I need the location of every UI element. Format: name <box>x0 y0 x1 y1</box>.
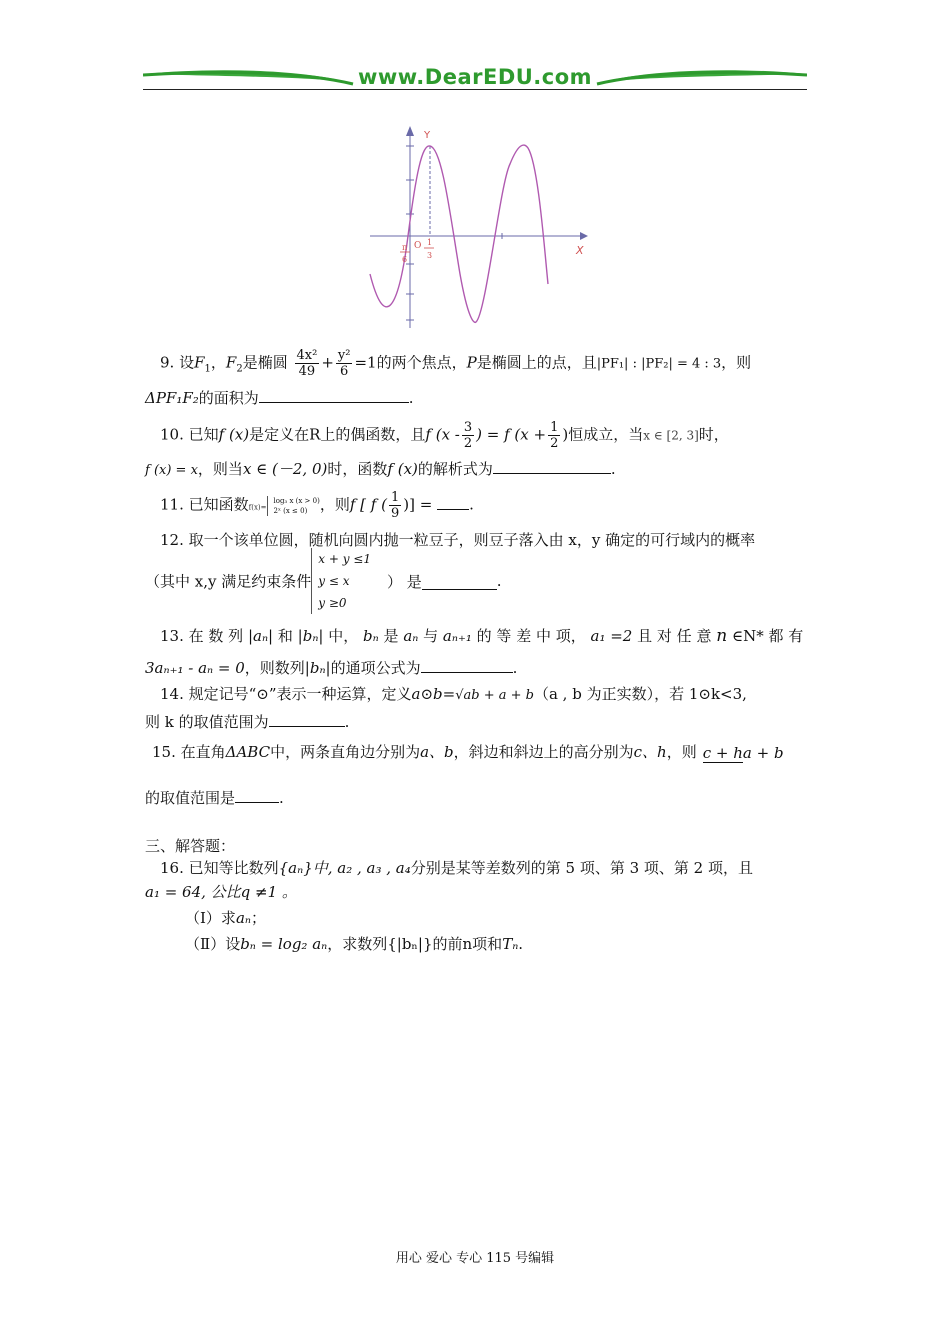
y-axis-arrow <box>406 126 414 136</box>
page-footer: 用心 爱心 专心 115 号编辑 <box>395 1251 555 1266</box>
question-16-line-2: a₁ = 64, 公比q ≠1 。 <box>145 883 297 901</box>
answer-blank-12 <box>422 573 497 590</box>
question-11-line: 11. 已知函数f(x)= log₃ x (x > 0) 2ˣ (x ≤ 0) ，则f [ f ( $\frac{1}{9}$ )] = . <box>160 490 474 521</box>
tick-neg-denominator: 6 <box>402 255 408 264</box>
answer-blank-10 <box>493 457 611 474</box>
question-13-line-2: 3aₙ₊₁ - aₙ = 0，则数列|bₙ|的通项公式为 . <box>145 656 517 678</box>
section-heading: 三、解答题： <box>145 837 236 855</box>
answer-blank-14 <box>269 710 345 727</box>
sine-graph-figure <box>362 124 592 328</box>
tick-neg-numerator: π <box>402 243 408 252</box>
x-axis-arrow <box>580 232 588 240</box>
ellipse-term-2: $\frac{\text{y²}}{6}$ <box>337 348 351 379</box>
question-14-line-2: 则 k 的取值范围为 . <box>145 710 349 732</box>
answer-blank-11 <box>437 493 469 510</box>
question-16-line-1: 16. 已知等比数列{aₙ}中, a₂ , a₃ , a₄分别是某等差数列的第 5 项、第 3 项、第 2 项，且 <box>160 859 753 877</box>
site-logo-text: www.DearEDU.com <box>357 65 593 89</box>
header-rule <box>143 89 807 90</box>
tick-pos-denominator: 3 <box>427 251 433 260</box>
question-9-line-2: ΔPF₁F₂的面积为 . <box>145 386 414 408</box>
constraint-system: x + y ≤1 y ≤ x y ≥0 <box>311 548 371 614</box>
y-axis-label: Y <box>424 130 431 141</box>
answer-blank-9 <box>259 386 409 403</box>
answer-blank-13 <box>421 656 513 673</box>
question-12-line-1: 12. 取一个该单位圆，随机向圆内抛一粒豆子，则豆子落入由 x，y 确定的可行域内的概率 <box>160 531 756 549</box>
answer-blank-15 <box>235 786 279 803</box>
sine-curve <box>370 145 548 322</box>
question-14-line-1: 14. 规定记号“⊙”表示一种运算，定义a⊙b=√ab + a + b（a , b 为正实数），若 1⊙k<3, <box>160 685 747 703</box>
question-9-line-1: 9. 设$F_1$，$F_2$是椭圆 $\frac{\text{4x²}}{49}$ + $\frac{\text{y²}}{6}$ =1的两个焦点，P是椭圆上的点，且|PF₁| : |PF₂| = 4 : 3，则 <box>160 348 752 379</box>
ellipse-term-1: $\frac{\text{4x²}}{49}$ <box>296 348 318 379</box>
origin-label: O <box>414 241 422 251</box>
question-16-part-1: （Ⅰ）求aₙ； <box>185 909 266 927</box>
question-13-line-1: 13. 在 数 列 |aₙ| 和 |bₙ| 中， bₙ 是 aₙ 与 aₙ₊₁ 的 等 差 中 项， a₁ =2 且 对 任 意 n ∈N* 都 有 <box>160 626 804 646</box>
question-10-line-1: 10. 已知f (x)是定义在R上的偶函数，且f (x - $\frac{3}{2}$ ) = f (x + $\frac{1}{2}$ )恒成立，当x ∈ [2, 3]时， <box>160 420 729 451</box>
question-12-line-2: （其中 x,y 满足约束条件 x + y ≤1 y ≤ x y ≥0 ） 是 . <box>145 548 502 614</box>
x-axis-label: X <box>576 244 584 257</box>
tick-pos-numerator: 1 <box>427 238 433 247</box>
question-15-line-2: 的取值范围是 . <box>145 786 284 808</box>
question-15-line-1: 15. 在直角ΔABC中，两条直角边分别为a、b，斜边和斜边上的高分别为c、h，则 c + ha + b <box>152 743 784 762</box>
question-10-line-2: f (x) = x，则当x ∈ (－2, 0)时，函数f (x)的解析式为 . <box>145 457 616 481</box>
page-header <box>143 60 807 94</box>
question-16-part-2: （Ⅱ）设bₙ = log₂ aₙ，求数列{|bₙ|}的前n项和Tₙ. <box>185 935 524 953</box>
